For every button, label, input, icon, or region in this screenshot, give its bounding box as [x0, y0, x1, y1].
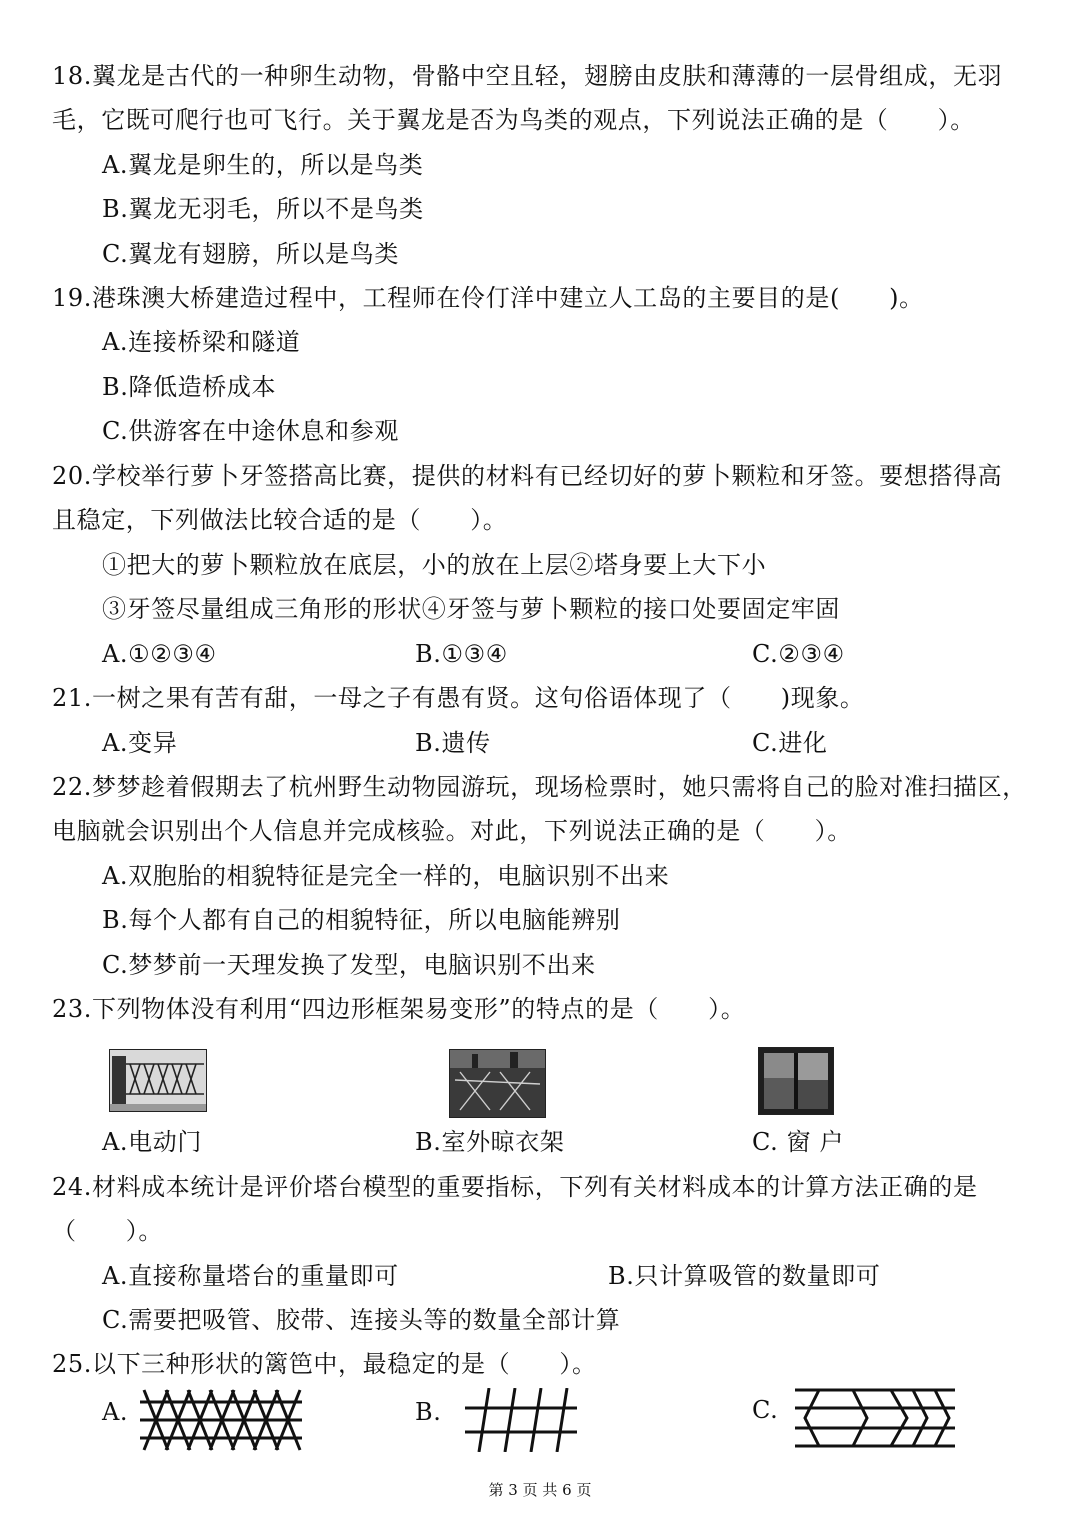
q20-option-a: A.①②③④: [102, 640, 217, 668]
q21-option-b: B.遗传: [415, 729, 491, 757]
q19-option-a: A.连接桥梁和隧道: [102, 328, 301, 356]
q25-label-b: B.: [415, 1398, 442, 1426]
q18-stem-line2: 毛，它既可爬行也可飞行。关于翼龙是否为鸟类的观点，下列说法正确的是（ ）。: [52, 106, 975, 134]
window-image: [758, 1047, 834, 1115]
q20-sub-line1: ①把大的萝卜颗粒放在底层，小的放在上层②塔身要上大下小: [102, 551, 767, 579]
q25-label-c: C.: [752, 1396, 779, 1424]
q22-option-b: B.每个人都有自己的相貌特征，所以电脑能辨别: [102, 906, 621, 934]
q24-stem-line1: 24.材料成本统计是评价塔台模型的重要指标，下列有关材料成本的计算方法正确的是: [52, 1173, 978, 1201]
q19-stem: 19.港珠澳大桥建造过程中，工程师在伶仃洋中建立人工岛的主要目的是( )。: [52, 284, 924, 312]
q22-option-a: A.双胞胎的相貌特征是完全一样的，电脑识别不出来: [102, 862, 670, 890]
q20-stem-line1: 20.学校举行萝卜牙签搭高比赛，提供的材料有已经切好的萝卜颗粒和牙签。要想搭得高: [52, 462, 1003, 490]
q22-option-c: C.梦梦前一天理发换了发型，电脑识别不出来: [102, 951, 596, 979]
fence-a-diagram: [140, 1388, 302, 1452]
q21-stem: 21.一树之果有苦有甜，一母之子有愚有贤。这句俗语体现了（ )现象。: [52, 684, 865, 712]
q24-option-b: B.只计算吸管的数量即可: [608, 1262, 881, 1290]
q18-option-b: B.翼龙无羽毛，所以不是鸟类: [102, 195, 424, 223]
q22-stem-line2: 电脑就会识别出个人信息并完成核验。对此，下列说法正确的是（ ）。: [52, 817, 852, 845]
q18-stem-line1: 18.翼龙是古代的一种卵生动物，骨骼中空且轻，翅膀由皮肤和薄薄的一层骨组成，无羽: [52, 62, 1003, 90]
q21-option-c: C.进化: [752, 729, 828, 757]
electric-gate-image: [109, 1049, 207, 1112]
q21-option-a: A.变异: [102, 729, 178, 757]
outdoor-clothes-rack-image: [449, 1049, 546, 1118]
q20-sub-line2: ③牙签尽量组成三角形的形状④牙签与萝卜颗粒的接口处要固定牢固: [102, 595, 840, 623]
q23-stem: 23.下列物体没有利用“四边形框架易变形”的特点的是（ ）。: [52, 995, 746, 1023]
q25-label-a: A.: [102, 1398, 129, 1426]
q18-option-a: A.翼龙是卵生的，所以是鸟类: [102, 151, 424, 179]
q23-option-b: B.室外晾衣架: [415, 1128, 565, 1156]
q24-stem-line2: （ ）。: [52, 1217, 163, 1245]
q24-option-c: C.需要把吸管、胶带、连接头等的数量全部计算: [102, 1306, 621, 1334]
q20-option-c: C.②③④: [752, 640, 845, 668]
q24-option-a: A.直接称量塔台的重量即可: [102, 1262, 399, 1290]
q20-stem-line2: 且稳定，下列做法比较合适的是（ ）。: [52, 506, 508, 534]
q22-stem-line1: 22.梦梦趁着假期去了杭州野生动物园游玩，现场检票时，她只需将自己的脸对准扫描区，: [52, 773, 1027, 801]
fence-c-diagram: [795, 1384, 955, 1450]
q23-option-c: C. 窗 户: [752, 1128, 844, 1156]
q19-option-b: B.降低造桥成本: [102, 373, 277, 401]
q20-option-b: B.①③④: [415, 640, 508, 668]
q19-option-c: C.供游客在中途休息和参观: [102, 417, 399, 445]
q18-option-c: C.翼龙有翅膀，所以是鸟类: [102, 240, 399, 268]
fence-b-diagram: [465, 1388, 577, 1452]
q23-option-a: A.电动门: [102, 1128, 202, 1156]
page-footer: 第 3 页 共 6 页: [488, 1481, 592, 1499]
q25-stem: 25.以下三种形状的篱笆中，最稳定的是（ ）。: [52, 1350, 597, 1378]
